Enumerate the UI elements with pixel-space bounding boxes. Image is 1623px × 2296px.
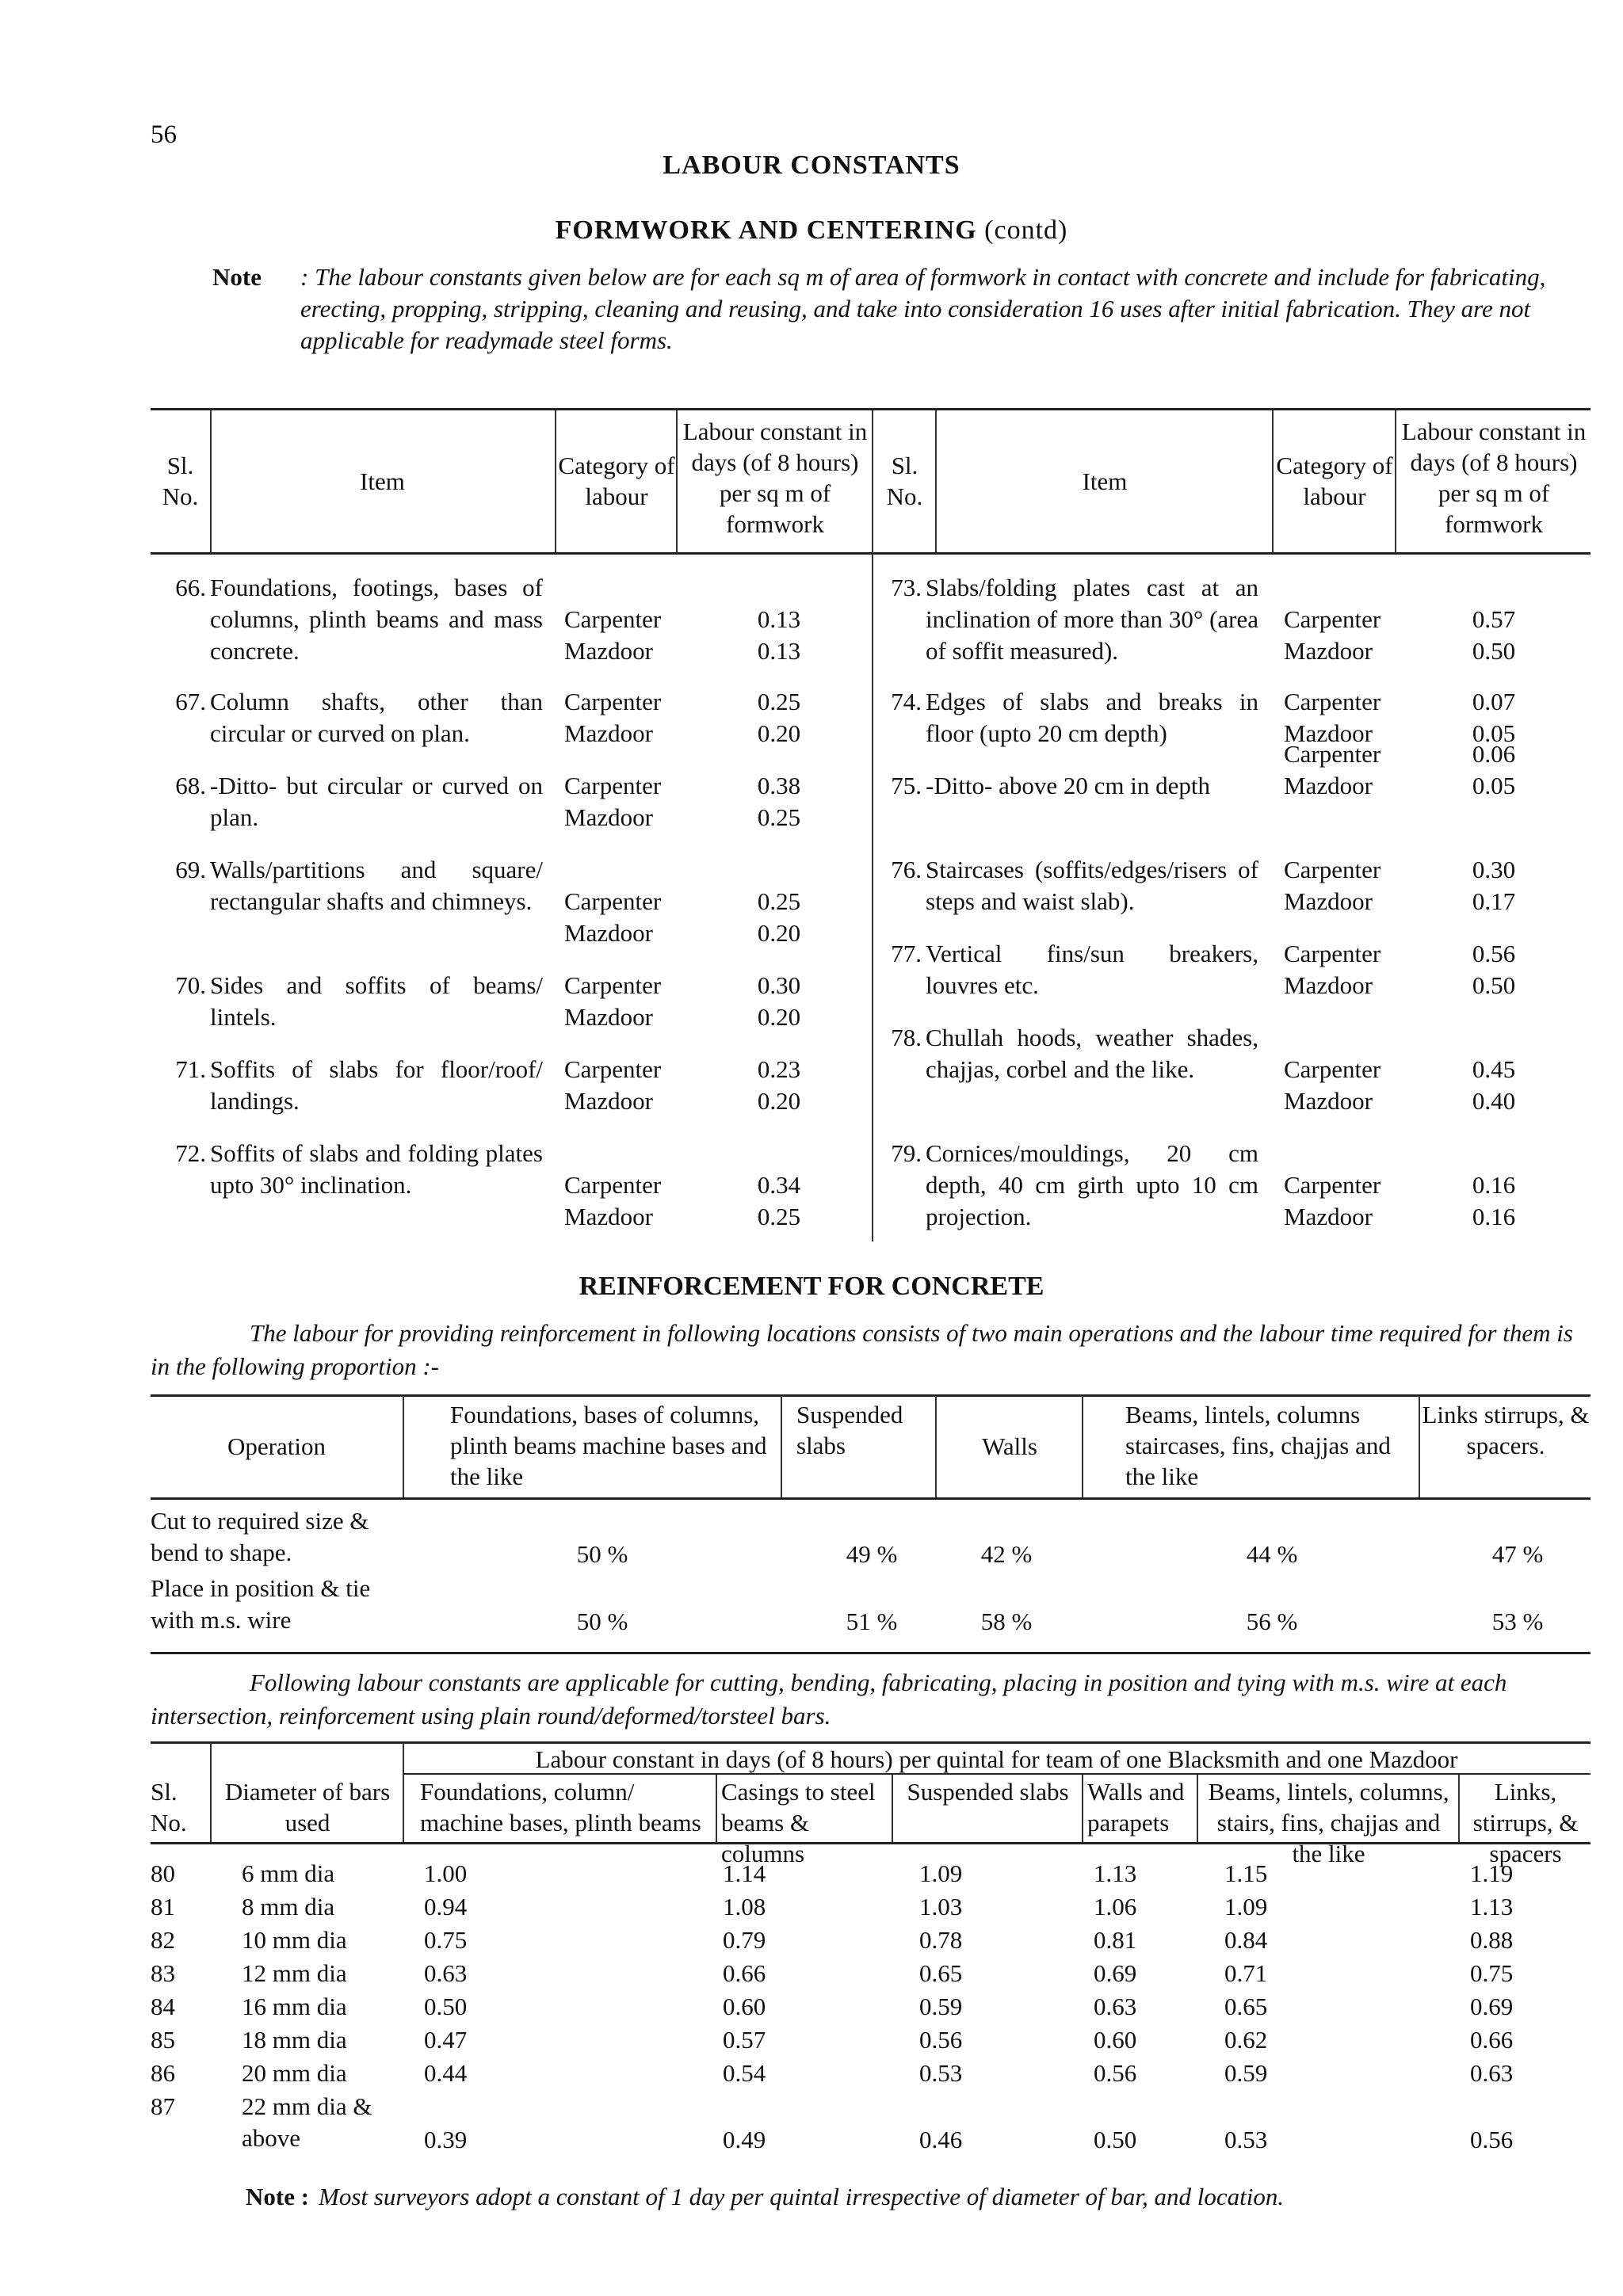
row-number: 67. [175, 688, 206, 715]
reinforcement-title: REINFORCEMENT FOR CONCRETE [579, 1272, 1044, 1301]
reinf-header-walls: Walls [982, 1432, 1037, 1460]
bar-row-value: 0.56 [1470, 2126, 1514, 2153]
row-value-carpenter: 0.30 [757, 971, 801, 999]
row-category-mazdoor: Mazdoor [1284, 637, 1373, 665]
bar-row-value: 0.49 [723, 2126, 766, 2153]
bar-row-value: 1.19 [1470, 1859, 1514, 1887]
row-value-mazdoor: 0.50 [1472, 971, 1516, 999]
row-value-mazdoor: 0.05 [1472, 719, 1516, 747]
row-value-carpenter: 0.38 [757, 772, 801, 799]
bar-row-value: 0.56 [919, 2026, 963, 2054]
reinf-operation: Place in position & tie with m.s. wire [151, 1574, 371, 1634]
bar-row-diameter: 6 mm dia [242, 1859, 335, 1887]
row-number: 71. [175, 1055, 206, 1083]
bar-row-value: 0.88 [1470, 1926, 1514, 1954]
bar-row-value: 1.13 [1470, 1893, 1514, 1920]
col-divider-center [872, 410, 873, 1241]
row-category-carpenter: Carpenter [564, 1171, 662, 1199]
bar-row-value: 0.46 [919, 2126, 963, 2153]
col-divider [892, 1775, 893, 1842]
bar-row-value: 0.75 [424, 1926, 468, 1954]
row-item: Column shafts, other than circular or curved on plan. [210, 688, 543, 747]
bar-row-number: 83 [151, 1959, 175, 1987]
bar-row-value: 0.63 [424, 1959, 468, 1987]
bar-row-value: 0.94 [424, 1893, 468, 1920]
row-number: 78. [891, 1024, 922, 1051]
table-rule-top [151, 408, 1591, 410]
bar-row-value: 0.65 [919, 1959, 963, 1987]
bar-row-value: 0.50 [1094, 2126, 1137, 2153]
row-value-mazdoor: 0.13 [757, 637, 801, 665]
bar-row-value: 1.15 [1224, 1859, 1268, 1887]
row-value-mazdoor: 0.20 [757, 919, 801, 947]
bar-row-value: 0.81 [1094, 1926, 1137, 1954]
bar-row-value: 1.13 [1094, 1859, 1137, 1887]
bars-header-sl: Sl. No. [151, 1778, 187, 1836]
row-category-mazdoor: Mazdoor [564, 919, 653, 947]
table-rule-bottom [151, 1652, 1591, 1654]
bar-row-diameter: 8 mm dia [242, 1893, 335, 1920]
table-rule-head [151, 1497, 1591, 1500]
row-number: 74. [891, 688, 922, 715]
row-category-carpenter: Carpenter [564, 971, 662, 999]
bars-header-casings: Casings to steel beams & columns [721, 1778, 876, 1867]
row-item: Cornices/mouldings, 20 cm depth, 40 cm girth upto 10 cm projection. [926, 1139, 1258, 1230]
row-value-carpenter: 0.25 [757, 887, 801, 915]
reinf-value: 42 % [980, 1540, 1033, 1568]
bar-row-diameter: 12 mm dia [242, 1959, 347, 1987]
col-divider [781, 1396, 782, 1497]
row-value-carpenter: 0.16 [1472, 1171, 1516, 1199]
bar-row-value: 0.54 [723, 2059, 766, 2087]
bar-row-value: 0.63 [1094, 1993, 1137, 2020]
row-item: Sides and soffits of beams/ lintels. [210, 971, 543, 1031]
col-divider [935, 410, 937, 552]
col-divider [555, 410, 556, 552]
row-category-carpenter: Carpenter [564, 688, 662, 715]
bar-row-value: 0.39 [424, 2126, 468, 2153]
row-value-carpenter: 0.23 [757, 1055, 801, 1083]
col-divider [1082, 1396, 1083, 1497]
reinf-header-suspended-slabs: Suspended slabs [796, 1401, 903, 1459]
reinf-value: 56 % [1246, 1608, 1298, 1635]
header-sl-no: Sl. No. [162, 452, 199, 510]
row-category-mazdoor: Mazdoor [1284, 971, 1373, 999]
col-divider [1272, 410, 1274, 552]
row-value-mazdoor: 0.20 [757, 1087, 801, 1115]
row-value-mazdoor: 0.25 [757, 803, 801, 831]
row-category-mazdoor: Mazdoor [564, 1003, 653, 1031]
bar-row-number: 80 [151, 1859, 175, 1887]
row-item: -Ditto- but circular or curved on plan. [210, 772, 543, 831]
bars-header-diameter: Diameter of bars used [224, 1778, 391, 1836]
col-divider [403, 1396, 404, 1497]
row-value-mazdoor: 0.16 [1472, 1203, 1516, 1230]
bar-row-value: 0.47 [424, 2026, 468, 2054]
row-number: 76. [891, 856, 922, 883]
row-value-mazdoor: 0.05 [1472, 772, 1516, 799]
table-rule-head [151, 552, 1591, 555]
header-category: Category of labour [558, 452, 675, 510]
row-category-carpenter: Carpenter [1284, 1171, 1381, 1199]
row-category-mazdoor: Mazdoor [564, 1203, 653, 1230]
bar-row-value: 0.50 [424, 1993, 468, 2020]
reinf-header-operation: Operation [227, 1432, 326, 1460]
row-number: 75. [891, 772, 922, 799]
row-item: Walls/partitions and square/ rectangular shafts and chimneys. [210, 856, 543, 915]
row-value-mazdoor: 0.20 [757, 1003, 801, 1031]
row-item: Foundations, footings, bases of columns, plinth beams and mass concrete. [210, 574, 543, 665]
reinf-value: 58 % [980, 1608, 1033, 1635]
bar-row-value: 0.84 [1224, 1926, 1268, 1954]
row-value-carpenter: 0.25 [757, 688, 801, 715]
col-divider [1395, 410, 1396, 552]
row-value-mazdoor: 0.40 [1472, 1087, 1516, 1115]
row-item: Staircases (soffits/edges/risers of steps and waist slab). [926, 856, 1258, 915]
row-category-mazdoor: Mazdoor [1284, 887, 1373, 915]
bar-row-value: 0.66 [723, 1959, 766, 1987]
row-item: -Ditto- above 20 cm in depth [926, 772, 1210, 799]
page-number: 56 [151, 120, 177, 149]
bars-header-walls: Walls and parapets [1087, 1778, 1185, 1836]
row-category-mazdoor: Mazdoor [1284, 772, 1373, 799]
header-labour-constant: Labour constant in days (of 8 hours) per sq m of formwork [682, 418, 868, 538]
row-item: Soffits of slabs and folding plates upto 30° inclination. [210, 1139, 543, 1199]
bar-row-number: 86 [151, 2059, 175, 2087]
reinf-header-links: Links stirrups, & spacers. [1422, 1401, 1590, 1459]
row-category-carpenter: Carpenter [1284, 1055, 1381, 1083]
row-value-mazdoor: 0.17 [1472, 887, 1516, 915]
bars-header-links: Links, stirrups, & spacers [1472, 1778, 1579, 1867]
bar-row-diameter: 10 mm dia [242, 1926, 347, 1954]
row-value-carpenter: 0.34 [757, 1171, 801, 1199]
row-number: 79. [891, 1139, 922, 1167]
reinf-value: 50 % [576, 1608, 628, 1635]
row-category-carpenter: Carpenter [564, 772, 662, 799]
bar-row-value: 0.59 [1224, 2059, 1268, 2087]
bar-row-value: 0.78 [919, 1926, 963, 1954]
reinf-value: 49 % [846, 1540, 898, 1568]
reinf-header-foundations: Foundations, bases of columns, plinth beams machine bases and the like [450, 1401, 767, 1490]
bar-row-number: 81 [151, 1893, 175, 1920]
table-rule-top [151, 1394, 1591, 1397]
bars-header-beams: Beams, lintels, columns, stairs, fins, chajjas and the like [1208, 1778, 1449, 1867]
bars-intro: Following labour constants are applicable for cutting, bending, fabricating, placing in position and tying with m.s. wire at each intersection, reinforcement using plain round/deformed/torsteel bars. [151, 1669, 1507, 1730]
bar-row-value: 1.03 [919, 1893, 963, 1920]
row-category-mazdoor: Mazdoor [1284, 1203, 1373, 1230]
row-value-mazdoor: 0.20 [757, 719, 801, 747]
row-category-carpenter: Carpenter [1284, 605, 1381, 633]
reinf-operation: Cut to required size & bend to shape. [151, 1507, 369, 1566]
row-category-carpenter: Carpenter [564, 1055, 662, 1083]
section-title [0, 215, 1623, 246]
bar-row-diameter: 20 mm dia [242, 2059, 347, 2087]
row-item: Edges of slabs and breaks in floor (upto 20 cm depth) [926, 688, 1258, 747]
bar-row-value: 1.00 [424, 1859, 468, 1887]
bar-row-number: 85 [151, 2026, 175, 2054]
bar-row-value: 0.59 [919, 1993, 963, 2020]
bar-row-value: 0.71 [1224, 1959, 1268, 1987]
bar-row-diameter: 22 mm dia & above [242, 2092, 372, 2152]
bar-row-diameter: 16 mm dia [242, 1993, 347, 2020]
row-value-carpenter: 0.45 [1472, 1055, 1516, 1083]
bar-row-value: 0.53 [919, 2059, 963, 2087]
bar-row-value: 0.69 [1094, 1959, 1137, 1987]
bar-row-value: 1.09 [919, 1859, 963, 1887]
col-divider [1082, 1775, 1083, 1842]
bar-row-value: 0.63 [1470, 2059, 1514, 2087]
bar-row-value: 0.62 [1224, 2026, 1268, 2054]
page-title: LABOUR CONSTANTS [663, 151, 960, 180]
row-item: Vertical fins/sun breakers, louvres etc. [926, 940, 1258, 999]
row-category-mazdoor: Mazdoor [1284, 719, 1373, 747]
header-labour-constant: Labour constant in days (of 8 hours) per sq m of formwork [1401, 418, 1587, 538]
row-item: Soffits of slabs for floor/roof/ landings. [210, 1055, 543, 1115]
bar-row-value: 0.65 [1224, 1993, 1268, 2020]
row-category-carpenter: Carpenter [564, 887, 662, 915]
row-number: 66. [175, 574, 206, 601]
row-value-carpenter: 0.06 [1472, 740, 1516, 768]
row-number: 70. [175, 971, 206, 999]
note-text: : The labour constants given below are for each sq m of area of formwork in contact with concrete and include for fabricating, erecting, propping, stripping, cleaning and reusing, and take into consideration 16 uses after initial fabrication. They are not applicable for readymade steel forms. [300, 263, 1546, 354]
bar-row-value: 0.53 [1224, 2126, 1268, 2153]
row-number: 73. [891, 574, 922, 601]
col-divider [1197, 1775, 1198, 1842]
row-value-carpenter: 0.57 [1472, 605, 1516, 633]
bars-group-header: Labour constant in days (of 8 hours) per quintal for team of one Blacksmith and one Mazdoor [535, 1745, 1458, 1773]
row-number: 69. [175, 856, 206, 883]
row-category-carpenter: Carpenter [1284, 740, 1381, 768]
bars-header-foundations: Foundations, column/ machine bases, plinth beams [420, 1778, 701, 1836]
bar-row-number: 82 [151, 1926, 175, 1954]
bar-row-value: 1.14 [723, 1859, 766, 1887]
bar-row-value: 0.69 [1470, 1993, 1514, 2020]
bar-row-number: 87 [151, 2092, 175, 2120]
col-divider [1458, 1775, 1460, 1842]
header-category: Category of labour [1276, 452, 1393, 510]
reinforcement-intro: The labour for providing reinforcement in following locations consists of two main operations and the labour time required for them is in the following proportion :- [151, 1319, 1573, 1380]
bar-row-value: 0.75 [1470, 1959, 1514, 1987]
row-category-mazdoor: Mazdoor [564, 1087, 653, 1115]
row-item: Slabs/folding plates cast at an inclination of more than 30° (area of soffit measured). [926, 574, 1258, 665]
row-category-carpenter: Carpenter [1284, 856, 1381, 883]
formwork-note [212, 261, 1591, 354]
col-divider [935, 1396, 937, 1497]
row-category-mazdoor: Mazdoor [564, 719, 653, 747]
section-title-text: FORMWORK AND CENTERING [555, 215, 977, 245]
bars-note [246, 2183, 1284, 2211]
row-value-carpenter: 0.07 [1472, 688, 1516, 715]
row-category-carpenter: Carpenter [1284, 940, 1381, 967]
bar-row-value: 1.09 [1224, 1893, 1268, 1920]
reinf-value: 50 % [576, 1540, 628, 1568]
col-divider [676, 410, 678, 552]
bar-row-value: 1.06 [1094, 1893, 1137, 1920]
col-divider [210, 1743, 212, 1842]
row-number: 72. [175, 1139, 206, 1167]
row-item: Chullah hoods, weather shades, chajjas, corbel and the like. [926, 1024, 1258, 1083]
col-divider [716, 1775, 717, 1842]
row-category-carpenter: Carpenter [1284, 688, 1381, 715]
reinf-value: 47 % [1491, 1540, 1544, 1568]
header-item: Item [360, 467, 405, 495]
header-sl-no: Sl. No. [886, 452, 923, 510]
reinf-header-beams: Beams, lintels, columns staircases, fins, chajjas and the like [1125, 1401, 1391, 1490]
row-number: 77. [891, 940, 922, 967]
row-category-mazdoor: Mazdoor [564, 637, 653, 665]
header-item: Item [1082, 467, 1128, 495]
row-category-carpenter: Carpenter [564, 605, 662, 633]
row-category-mazdoor: Mazdoor [1284, 1087, 1373, 1115]
note-label: Note [212, 263, 262, 291]
row-value-carpenter: 0.56 [1472, 940, 1516, 967]
col-divider [1419, 1396, 1420, 1497]
bar-row-value: 0.79 [723, 1926, 766, 1954]
reinf-value: 53 % [1491, 1608, 1544, 1635]
bar-row-value: 0.44 [424, 2059, 468, 2087]
bars-note-label: Note : [246, 2183, 310, 2210]
row-value-mazdoor: 0.25 [757, 1203, 801, 1230]
bar-row-value: 0.57 [723, 2026, 766, 2054]
bar-row-value: 0.56 [1094, 2059, 1137, 2087]
bar-row-value: 0.66 [1470, 2026, 1514, 2054]
bar-row-number: 84 [151, 1993, 175, 2020]
section-title-contd: (contd) [984, 215, 1068, 245]
bar-row-value: 1.08 [723, 1893, 766, 1920]
bar-row-diameter: 18 mm dia [242, 2026, 347, 2054]
row-value-carpenter: 0.13 [757, 605, 801, 633]
row-value-mazdoor: 0.50 [1472, 637, 1516, 665]
bars-header-suspended: Suspended slabs [907, 1778, 1069, 1806]
row-category-mazdoor: Mazdoor [564, 803, 653, 831]
row-value-carpenter: 0.30 [1472, 856, 1516, 883]
bar-row-value: 0.60 [723, 1993, 766, 2020]
reinf-value: 44 % [1246, 1540, 1298, 1568]
row-number: 68. [175, 772, 206, 799]
bar-row-value: 0.60 [1094, 2026, 1137, 2054]
reinf-value: 51 % [846, 1608, 898, 1635]
bars-note-text: Most surveyors adopt a constant of 1 day per quintal irrespective of diameter of bar, and location. [319, 2183, 1285, 2210]
